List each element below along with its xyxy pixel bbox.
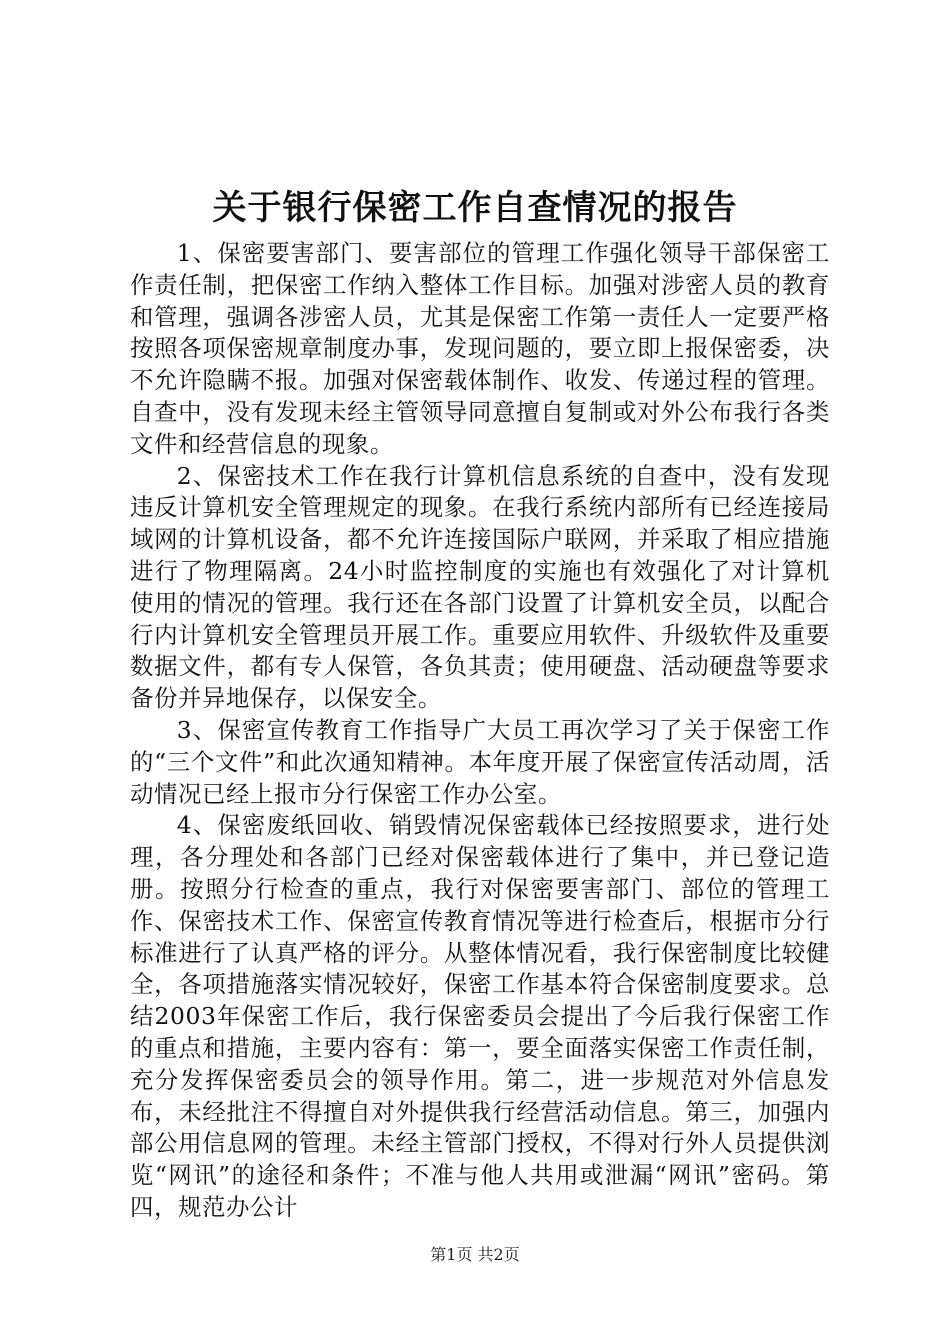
paragraph-2: 2、保密技术工作在我行计算机信息系统的自查中，没有发现违反计算机安全管理规定的现象。在我行系统内部所有已经连接局域网的计算机设备，都不允许连接国际户联网，并采取了相应措施进行了物理隔离。24小时监控制度的实施也有效强化了对计算机使用的情况的管理。我行还在各部门设置了计算机安全员，以配合行内计算机安全管理员开展工作。重要应用软件、升级软件及重要数据文件，都有专人保管，各负其责；使用硬盘、活动硬盘等要求备份并异地保存，以保安全。 <box>130 461 830 713</box>
paragraph-3: 3、保密宣传教育工作指导广大员工再次学习了关于保密工作的“三个文件”和此次通知精神。本年度开展了保密宣传活动周，活动情况已经上报市分行保密工作办公室。 <box>130 715 830 808</box>
document-title: 关于银行保密工作自查情况的报告 <box>212 188 738 228</box>
page-number-footer: 第1页 共2页 <box>430 1245 520 1264</box>
paragraph-4: 4、保密废纸回收、销毁情况保密载体已经按照要求，进行处理，各分理处和各部门已经对保密载体进行了集中，并已登记造册。按照分行检查的重点，我行对保密要害部门、部位的管理工作、保密技术工作、保密宣传教育情况等进行检查后，根据市分行标准进行了认真严格的评分。从整体情况看，我行保密制度比较健全，各项措施落实情况较好，保密工作基本符合保密制度要求。总结2003年保密工作后，我行保密委员会提出了今后我行保密工作的重点和措施，主要内容有：第一，要全面落实保密工作责任制，充分发挥保密委员会的领导作用。第二，进一步规范对外信息发布，未经批注不得擅自对外提供我行经营活动信息。第三，加强内部公用信息网的管理。未经主管部门授权，不得对行外人员提供浏览“网讯”的途径和条件；不准与他人共用或泄漏“网讯”密码。第四，规范办公计 <box>130 811 830 1221</box>
document-body <box>130 238 830 1224</box>
paragraph-1: 1、保密要害部门、要害部位的管理工作强化领导干部保密工作责任制，把保密工作纳入整体工作目标。加强对涉密人员的教育和管理，强调各涉密人员，尤其是保密工作第一责任人一定要严格按照各项保密规章制度办事，发现问题的，要立即上报保密委，决不允许隐瞒不报。加强对保密载体制作、收发、传递过程的管理。自查中，没有发现未经主管领导同意擅自复制或对外公布我行各类文件和经营信息的现象。 <box>130 239 830 458</box>
